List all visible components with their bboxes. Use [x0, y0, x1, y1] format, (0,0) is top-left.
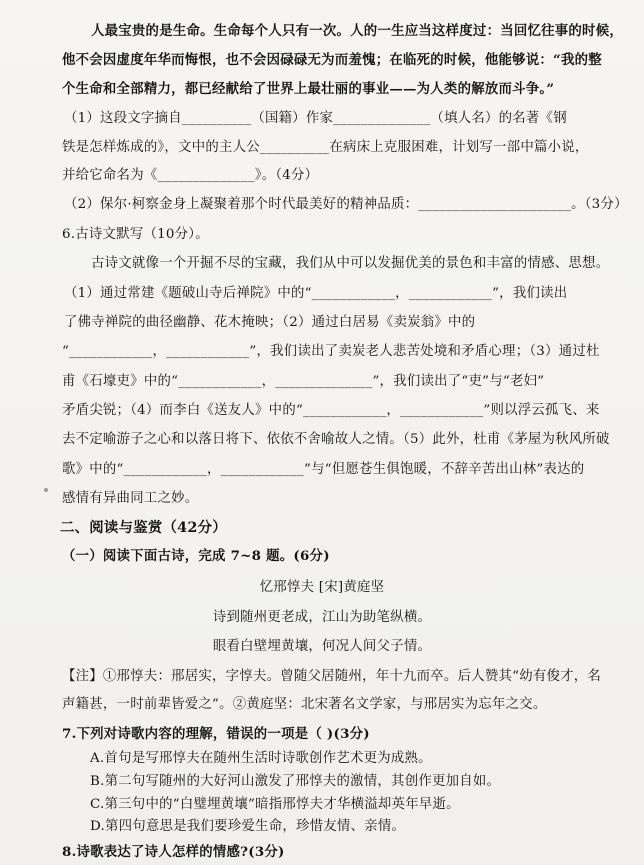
question-6-line-8: 感情有异曲同工之妙。 — [62, 490, 199, 506]
question-7-stem: 7.下列对诗歌内容的理解，错误的一项是（ )(3分) — [62, 726, 370, 743]
scan-speck — [44, 488, 48, 492]
question-5-1-line-1: （1）这段文字摘自__________（国籍）作家______________（填人名）的名著《钢 — [64, 110, 567, 126]
option-c: C.第三句中的“白璧埋黄壤”暗指邢惇夫才华横溢却英年早逝。 — [90, 796, 460, 812]
note-line-1: 【注】①邢惇夫：邢居实，字惇夫。曾随父居随州，年十九而卒。后人赞其“幼有俊才，名 — [62, 668, 602, 684]
option-d: D.第四句意思是我们要珍爱生命，珍惜友情、亲情。 — [90, 818, 406, 834]
passage-line-1: 人最宝贵的是生命。生命每个人只有一次。人的一生应当这样度过：当回忆往事的时候， — [91, 23, 623, 39]
question-6-line-1: （1）通过常建《题破山寺后禅院》中的“____________，____________”，我们读出 — [64, 285, 568, 301]
question-8-stem: 8.诗歌表达了诗人怎样的情感?(3分) — [62, 844, 285, 860]
poem-line-1: 诗到随州更老成，江山为助笔纵横。 — [212, 609, 432, 625]
question-6-heading: 6.古诗文默写（10分）。 — [62, 227, 209, 242]
question-6-line-7: 歌》中的“____________，____________”与“但愿苍生俱饱暖，不辞辛苦出山林”表达的 — [62, 461, 585, 477]
question-6-line-4: 甫《石壕吏》中的“____________，______________”，我们读出了“吏”与“老妇” — [62, 374, 545, 390]
question-5-2: （2）保尔·柯察金身上凝聚着那个时代最美好的精神品质：______________________。（3分） — [64, 197, 628, 213]
question-6-line-5: 矛盾尖锐；（4）而李白《送友人》中的“____________，____________”则以浮云孤飞、来 — [62, 403, 600, 418]
passage-line-3: 个生命和全部精力，都已经献给了世界上最壮丽的事业——为人类的解放而斗争。” — [62, 80, 555, 97]
subsection-1-heading: （一）阅读下面古诗，完成 7~8 题。(6分) — [62, 548, 330, 565]
question-6-line-6: 去不定喻游子之心和以落日将下、依依不舍喻故人之情。（5）此外，杜甫《茅屋为秋风所破 — [62, 431, 610, 447]
option-b: B.第二句写随州的大好河山激发了邢惇夫的激情，其创作更加自如。 — [90, 774, 501, 790]
question-6-line-2: 了佛寺禅院的曲径幽静、花木掩映；（2）通过白居易《卖炭翁》中的 — [64, 314, 476, 330]
question-5-1-line-2: 铁是怎样炼成的》，文中的主人公__________在病床上克服困难，计划写一部中篇小说， — [62, 139, 589, 155]
section-2-heading: 二、阅读与鉴赏（42分） — [60, 519, 227, 537]
note-line-2: 声籍甚，一时前辈皆爱之”。②黄庭坚：北宋著名文学家，与邢居实为忘年之交。 — [62, 697, 547, 713]
question-5-1-line-3: 并给它命名为《______________》。（4分） — [62, 168, 319, 184]
question-6-intro: 古诗文就像一个开掘不尽的宝藏，我们从中可以发掘优美的景色和丰富的情感、思想。 — [91, 255, 610, 271]
question-6-line-3: “____________，____________”，我们读出了卖炭老人悲苦处境和矛盾心理；（3）通过杜 — [62, 344, 600, 360]
poem-title: 忆邢惇夫 [宋]黄庭坚 — [259, 580, 385, 595]
poem-line-2: 眼看白壁埋黄壤，何况人间父子情。 — [212, 638, 432, 654]
option-a: A.首句是写邢惇夫在随州生活时诗歌创作艺术更为成熟。 — [90, 751, 432, 767]
passage-line-2: 他不会因虚度年华而悔恨，也不会因碌碌无为而羞愧；在临死的时候，他能够说：“我的整 — [62, 51, 602, 68]
